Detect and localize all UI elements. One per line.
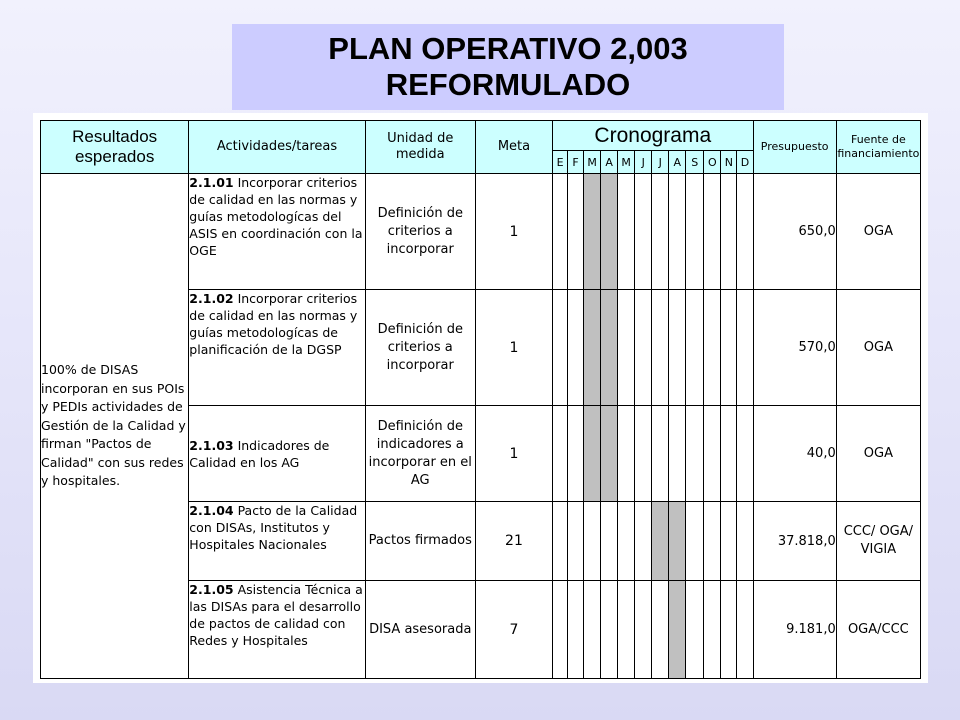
month-header: E <box>553 151 568 174</box>
month-cell <box>618 406 635 502</box>
activity-text: Incorporar criterios de calidad en las normas y guías metodologícas de planificación de la DGSP <box>189 291 358 357</box>
meta-cell: 1 <box>475 406 552 502</box>
month-cell <box>635 290 652 406</box>
presupuesto-cell: 40,0 <box>753 406 836 502</box>
activity-text: Indicadores de Calidad en los AG <box>189 437 330 470</box>
title-line-1: PLAN OPERATIVO 2,003 <box>328 31 688 66</box>
month-cell-active <box>652 502 669 581</box>
month-header: J <box>635 151 652 174</box>
activity-cell <box>189 174 365 290</box>
month-header: A <box>601 151 618 174</box>
month-header: M <box>584 151 601 174</box>
month-cell-active <box>601 174 618 290</box>
meta-cell: 21 <box>475 502 552 581</box>
month-cell <box>704 174 721 290</box>
month-cell <box>686 406 704 502</box>
header-presupuesto: Presupuesto <box>753 121 836 174</box>
activity-code: 2.1.01 <box>189 175 234 190</box>
month-cell <box>704 290 721 406</box>
header-fuente: Fuente de financiamiento <box>836 121 920 174</box>
header-cronograma: Cronograma <box>553 121 754 151</box>
month-header: F <box>568 151 584 174</box>
month-cell <box>652 406 669 502</box>
month-header: S <box>686 151 704 174</box>
month-cell <box>568 581 584 679</box>
month-cell-active <box>669 581 686 679</box>
activity-text: Pacto de la Calidad con DISAs, Institutos y Hospitales Nacionales <box>189 503 358 552</box>
presupuesto-cell: 650,0 <box>753 174 836 290</box>
fuente-cell: OGA/CCC <box>836 581 920 679</box>
activity-cell <box>189 502 365 581</box>
month-cell <box>737 502 753 581</box>
activity-cell <box>189 406 365 502</box>
month-header: M <box>618 151 635 174</box>
unit-cell: DISA asesorada <box>365 581 475 679</box>
month-cell <box>553 502 568 581</box>
month-cell-active <box>601 290 618 406</box>
month-cell <box>568 502 584 581</box>
activity-code: 2.1.03 <box>189 437 234 453</box>
month-cell <box>553 174 568 290</box>
month-cell <box>704 406 721 502</box>
fuente-cell: OGA <box>836 174 920 290</box>
month-cell <box>721 502 737 581</box>
month-cell <box>601 502 618 581</box>
month-cell <box>686 174 704 290</box>
unit-cell: Definición de criterios a incorporar <box>365 290 475 406</box>
month-header: D <box>737 151 753 174</box>
meta-cell: 1 <box>475 174 552 290</box>
month-cell <box>584 502 601 581</box>
month-cell <box>737 406 753 502</box>
month-cell <box>568 406 584 502</box>
month-cell <box>652 581 669 679</box>
month-cell <box>618 290 635 406</box>
month-cell <box>669 290 686 406</box>
month-cell <box>737 581 753 679</box>
fuente-cell: OGA <box>836 290 920 406</box>
month-cell <box>704 502 721 581</box>
header-actividades: Actividades/tareas <box>189 121 365 174</box>
month-cell <box>686 581 704 679</box>
month-cell <box>553 290 568 406</box>
month-header: O <box>704 151 721 174</box>
header-meta: Meta <box>475 121 552 174</box>
month-header: J <box>652 151 669 174</box>
unit-cell: Definición de criterios a incorporar <box>365 174 475 290</box>
month-cell <box>721 581 737 679</box>
meta-cell: 1 <box>475 290 552 406</box>
activity-text: Asistencia Técnica a las DISAs para el desarrollo de pactos de calidad con Redes y Hospitales <box>189 582 363 648</box>
month-cell-active <box>584 290 601 406</box>
month-cell <box>618 174 635 290</box>
month-cell-active <box>584 174 601 290</box>
month-cell <box>737 290 753 406</box>
month-cell <box>635 581 652 679</box>
month-cell <box>584 581 601 679</box>
month-cell-active <box>669 502 686 581</box>
meta-cell: 7 <box>475 581 552 679</box>
month-cell <box>635 174 652 290</box>
fuente-cell: OGA <box>836 406 920 502</box>
unit-cell: Pactos firmados <box>365 502 475 581</box>
month-cell <box>568 174 584 290</box>
unit-cell: Definición de indicadores a incorporar en el AG <box>365 406 475 502</box>
header-resultados: Resultados esperados <box>41 121 189 174</box>
month-cell <box>601 581 618 679</box>
month-cell <box>553 581 568 679</box>
month-cell <box>618 502 635 581</box>
title-line-2: REFORMULADO <box>385 67 631 102</box>
month-header: A <box>669 151 686 174</box>
presupuesto-cell: 570,0 <box>753 290 836 406</box>
activity-code: 2.1.05 <box>189 582 234 597</box>
month-cell <box>721 174 737 290</box>
month-cell <box>635 406 652 502</box>
month-cell <box>686 502 704 581</box>
activity-code: 2.1.02 <box>189 291 234 306</box>
month-cell <box>737 174 753 290</box>
month-cell <box>721 290 737 406</box>
month-cell <box>652 290 669 406</box>
month-cell-active <box>601 406 618 502</box>
table-row <box>41 174 921 290</box>
month-header: N <box>721 151 737 174</box>
month-cell <box>669 406 686 502</box>
month-cell <box>704 581 721 679</box>
month-cell <box>721 406 737 502</box>
month-cell <box>686 290 704 406</box>
month-cell <box>635 502 652 581</box>
header-unidad: Unidad de medida <box>365 121 475 174</box>
month-cell <box>618 581 635 679</box>
resultado-cell: 100% de DISAS incorporan en sus POIs y PEDIs actividades de Gestión de la Calidad y firman "Pactos de Calidad" con sus redes y hospitales. <box>41 174 189 679</box>
activity-cell <box>189 290 365 406</box>
fuente-cell: CCC/ OGA/ VIGIA <box>836 502 920 581</box>
activity-text: Incorporar criterios de calidad en las normas y guías metodologícas del ASIS en coordinación con la OGE <box>189 175 363 258</box>
month-cell-active <box>584 406 601 502</box>
page-title <box>232 24 784 110</box>
activity-cell <box>189 581 365 679</box>
plan-table <box>40 120 921 679</box>
month-cell <box>553 406 568 502</box>
month-cell <box>568 290 584 406</box>
activity-code: 2.1.04 <box>189 503 234 518</box>
month-cell <box>669 174 686 290</box>
presupuesto-cell: 37.818,0 <box>753 502 836 581</box>
presupuesto-cell: 9.181,0 <box>753 581 836 679</box>
month-cell <box>652 174 669 290</box>
